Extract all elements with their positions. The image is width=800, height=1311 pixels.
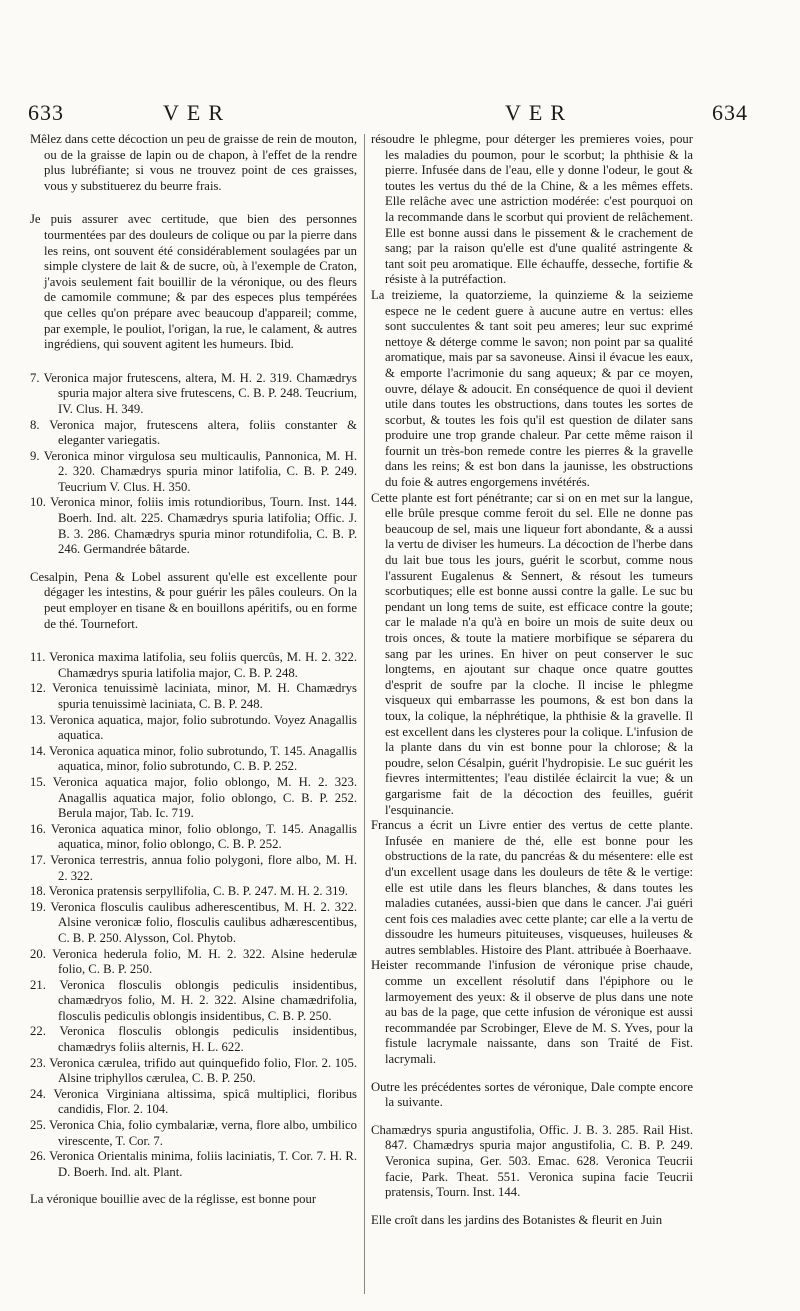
species-entry: 22. Veronica flosculis oblongis pediculis insidentibus, chamædrys foliis alternis, H. L. 622. (30, 1024, 357, 1055)
catchline-right: Elle croît dans les jardins des Botanistes & fleurit en Juin (371, 1212, 663, 1227)
species-entry: 16. Veronica aquatica minor, folio oblongo, T. 145. Anagallis aquatica, minor, folio oblongo, C. B. P. 252. (30, 821, 357, 852)
paragraph: Cesalpin, Pena & Lobel assurent qu'elle est excellente pour dégager les intestins, & pour guérir les pâles couleurs. On la peut employer en tisane & en bouillons apéritifs, ou en forme de thé. Tournefort. (30, 569, 357, 631)
species-entry: 15. Veronica aquatica major, folio oblongo, M. H. 2. 323. Anagallis aquatica major, folio oblongo, C. B. P. 252. Berula major, Tab. Ic. 719. (30, 774, 357, 821)
species-entry: 18. Veronica pratensis serpyllifolia, C. B. P. 247. M. H. 2. 319. (30, 884, 348, 899)
species-entry: 25. Veronica Chia, folio cymbalariæ, verna, flore albo, umbilico virescente, T. Cor. 7. (30, 1118, 357, 1148)
running-header (0, 100, 800, 130)
page-number-right: 634 (712, 100, 748, 125)
species-entry: 21. Veronica flosculis oblongis pediculis insidentibus, chamædryos folio, M. H. 2. 322. Alsine chamædrifolia, flosculis pediculis oblongis insidentibus, C. B. P. 250. (30, 977, 357, 1023)
catchline-left: La véronique bouillie avec de la réglisse, est bonne pour (30, 1192, 317, 1207)
synonymy-entry: Chamædrys spuria angustifolia, Offic. J. B. 3. 285. Rail Hist. 847. Chamædrys spuria major angustifolia, C. B. P. 249. Veronica supina, Ger. 503. Emac. 628. Veronica Teucrii facie, Park. Theat. 551. Veronica supina facie Teucrii pratensis, Tourn. Inst. 144. (371, 1122, 693, 1200)
paragraph: Outre les précédentes sortes de véronique, Dale compte encore la suivante. (371, 1079, 693, 1110)
paragraph: La treizieme, la quatorzieme, la quinzieme & la seizieme espece ne le cedent guere à aucune autre en vertus: elles sont succulentes & tant soit peu ameres; leur suc exprimé nettoye & déterge comme le savon; non point par sa qualité aromatique, mais par sa savoneuse. Ainsi il évacue les eaux, & emporte l'acrimonie du sang aqueux; & par ce moyen, ouvre, délaye & adoucit. En conséquence de quoi il devient utile dans toutes les obstructions, dans toutes les sortes de scorbut, & toutes les fois qu'il est question de dilater sans produire une trop grande chaleur. Par cette même raison il fournit un très-bon remede contre les pierres & la gravelle dans les reins; & est bon dans la jaunisse, les obstructions du foie & autres engorgemens invétérés. (371, 287, 693, 490)
species-entry: 13. Veronica aquatica, major, folio subrotundo. Voyez Anagallis aquatica. (30, 712, 357, 743)
running-head-right: VER (505, 100, 573, 125)
species-entry: 23. Veronica cærulea, trifido aut quinquefido folio, Flor. 2. 105. Alsine triphyllos cærulea, C. B. P. 250. (30, 1055, 357, 1086)
species-entry: 26. Veronica Orientalis minima, foliis laciniatis, T. Cor. 7. H. R. D. Boerh. Ind. alt. Plant. (30, 1149, 357, 1179)
species-entry: 11. Veronica maxima latifolia, seu foliis quercûs, M. H. 2. 322. Chamædrys spuria latifolia major, C. B. P. 248. (30, 650, 357, 680)
column-divider (364, 134, 365, 1294)
running-head-left: VER (163, 100, 231, 125)
species-entry: 14. Veronica aquatica minor, folio subrotundo, T. 145. Anagallis aquatica, minor, folio subrotundo, C. B. P. 252. (30, 743, 357, 774)
species-entry: 20. Veronica hederula folio, M. H. 2. 322. Alsine hederulæ folio, C. B. P. 250. (30, 946, 357, 977)
paragraph: Heister recommande l'infusion de véronique prise chaude, comme un excellent résolutif dans l'épiphore ou le larmoyement des yeux: & il observe de plus dans une note au bas de la page, que cette infusion de véronique est aussi recommandée par Scrobinger, Eleve de M. S. Yves, pour la fistule lacrymale naissante, dans son Traité de Fist. lacrymali. (371, 958, 693, 1067)
species-entry: 10. Veronica minor, foliis imis rotundioribus, Tourn. Inst. 144. Boerh. Ind. alt. 225. Chamædrys spuria latifolia; Offic. J. B. 3. 286. Chamædrys spuria minor rotundifolia, C. B. P. 246. Germandrée bâtarde. (30, 495, 357, 557)
paragraph: Francus a écrit un Livre entier des vertus de cette plante. Infusée en maniere de thé, elle est bonne pour les obstructions de la rate, du pancréas & du mésentere: elle est d'un excellent usage dans les douleurs de tête & le vertige: elle est utile dans les fleurs blanches, & dans toutes les maladies cutanées, aussi-bien que dans le cancer. J'ai guéri cent fois ces maladies avec cette plante; car elle a la vertu de dissoudre les humeurs pituiteuses, visqueuses, huileuses & autres semblables. Histoire des Plant. attribuée à Boerhaave. (371, 818, 693, 957)
paragraph: Je puis assurer avec certitude, que bien des personnes tourmentées par des douleurs de colique ou par la pierre dans les reins, ont souvent été considérablement soulagées par un simple clystere de lait & de sucre, où, à l'exemple de Craton, j'avois seulement fait bouillir de la véronique, ou des fleurs de camomile commune; & par des especes plus tempérées que celles qu'on prépare avec beaucoup d'appareil; comme, par exemple, le pouliot, l'origan, la rue, le calament, & autres ingrédiens, qui souvent agitent les humeurs. Ibid. (30, 212, 357, 352)
paragraph: Mêlez dans cette décoction un peu de graisse de rein de mouton, ou de la graisse de lapin ou de chapon, à l'effet de la rendre plus lubréfiante; si vous ne trouvez point de ces graisses, vous y substituerez du beurre frais. (30, 132, 357, 193)
species-entry: 17. Veronica terrestris, annua folio polygoni, flore albo, M. H. 2. 322. (30, 852, 357, 883)
species-entry: 8. Veronica major, frutescens altera, foliis constanter & eleganter variegatis. (30, 417, 357, 448)
right-column (371, 132, 693, 1228)
paragraph: résoudre le phlegme, pour déterger les premieres voies, pour les maladies du poumon, pour le scorbut; la phthisie & la pierre. Infusée dans de l'eau, elle y donne l'odeur, le gout & toutes les vertus du thé de la Chine, & a les mêmes effets. Elle relâche avec une astriction modérée: c'est pourquoi on la recommande dans le scorbut qui provient de relâchement. Elle est bonne aussi dans le pissement & le crachement de sang; par la raison qu'elle est d'une qualité astringente & tant soit peu aromatique. Elle échauffe, desseche, fortifie & résiste à la putréfaction. (371, 132, 693, 287)
species-entry: 19. Veronica flosculis caulibus adherescentibus, M. H. 2. 322. Alsine veronicæ folio, flosculis caulibus adhærescentibus, C. B. P. 250. Alysson, Col. Phytob. (30, 899, 357, 945)
paragraph: Cette plante est fort pénétrante; car si on en met sur la langue, elle brûle presque comme feroit du sel. Elle ne donne pas beaucoup de sel, mais une liqueur fort abondante, & a aussi la vertu de diviser les humeurs. La décoction de l'herbe dans du lait bue tous les jours, guérit le scorbut, comme nous l'assurent Eugalenus & Sennert, & résout les tumeurs scorbutiques; elle est bonne aussi contre la galle. Le suc bu pendant un long tems de suite, est efficace contre la goute; car le malade n'a qu'à en boire un mois de suite deux ou trois onces, & toute la matiere morbifique se séparera du sang par les urines. En hiver on peut conserver le suc longtems, en ajoutant sur chaque once quatre gouttes d'esprit de soufre par la cloche. Il incise le phlegme visqueux qui embarrasse les poumons, & est bon dans la toux, la colique, la néphrétique, la phthisie & la gravelle. Il est excellent dans les clysteres pour la colique. L'infusion de la plante dans du vin est bonne pour la chlorose; & la poudre, selon Césalpin, guérit l'hydropisie. Le suc guérit les fievres intermittentes; l'eau distilée éclaircit la vue; & un gargarisme fait de la décoction des feuilles, guérit l'esquinancie. (371, 490, 693, 817)
species-entry: 9. Veronica minor virgulosa seu multicaulis, Pannonica, M. H. 2. 320. Chamædrys spuria minor latifolia, C. B. P. 249. Teucrium V. Clus. H. 350. (30, 448, 357, 494)
species-entry: 24. Veronica Virginiana altissima, spicâ multiplici, floribus candidis, Flor. 2. 104. (30, 1086, 357, 1117)
species-entry: 12. Veronica tenuissimè laciniata, minor, M. H. Chamædrys spuria tenuissimè laciniata, C. B. P. 248. (30, 681, 357, 711)
left-column (30, 132, 357, 1208)
page-number-left: 633 (28, 100, 64, 125)
species-entry: 7. Veronica major frutescens, altera, M. H. 2. 319. Chamædrys spuria major altera sive frutescens, C. B. P. 248. Teucrium, IV. Clus. H. 349. (30, 370, 357, 416)
